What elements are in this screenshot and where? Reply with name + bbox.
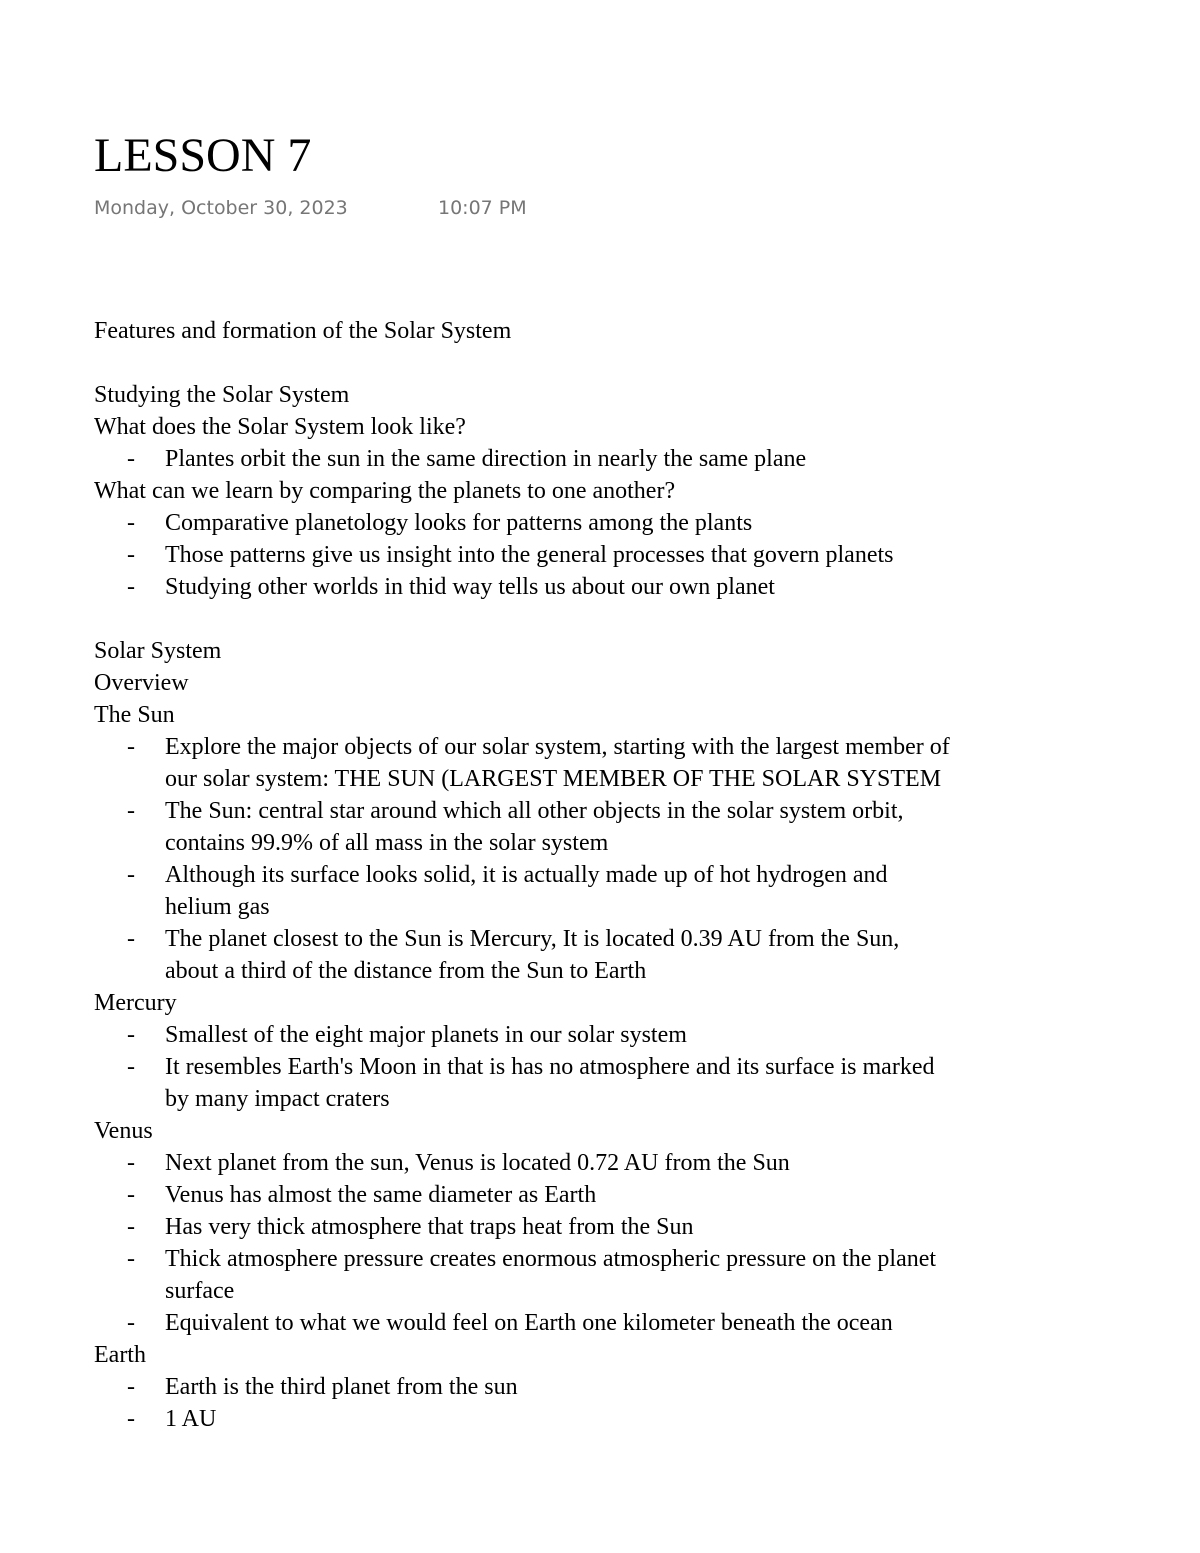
bullet-text: Venus has almost the same diameter as Earth	[165, 1182, 597, 1208]
bullet-dash-icon: -	[127, 1246, 135, 1272]
bullet-text: It resembles Earth's Moon in that is has no atmosphere and its surface is marked	[165, 1054, 935, 1080]
bullet-dash-icon: -	[127, 1054, 135, 1080]
bullet-dash-icon: -	[127, 1214, 135, 1240]
page-title: LESSON 7	[94, 129, 312, 182]
bullet-dash-icon: -	[127, 1406, 135, 1432]
text-line: Earth	[94, 1342, 146, 1368]
bullet-dash-icon: -	[127, 1022, 135, 1048]
text-line: Mercury	[94, 990, 177, 1016]
text-line: The Sun	[94, 702, 175, 728]
bullet-text: Those patterns give us insight into the general processes that govern planets	[165, 542, 894, 568]
bullet-item	[94, 539, 1124, 571]
bullet-text: our solar system: THE SUN (LARGEST MEMBER OF THE SOLAR SYSTEM	[165, 766, 942, 792]
bullet-text: Has very thick atmosphere that traps heat from the Sun	[165, 1214, 694, 1240]
bullet-item	[94, 731, 1124, 795]
bullet-dash-icon: -	[127, 542, 135, 568]
note-date: Monday, October 30, 2023	[94, 197, 348, 219]
note-time: 10:07 PM	[438, 197, 527, 219]
text-line: Solar System	[94, 638, 222, 664]
blank-line	[94, 603, 1124, 635]
bullet-dash-icon: -	[127, 1150, 135, 1176]
bullet-text: helium gas	[165, 894, 270, 920]
bullet-item	[94, 1179, 1124, 1211]
bullet-item	[94, 1019, 1124, 1051]
bullet-dash-icon: -	[127, 446, 135, 472]
bullet-text: by many impact craters	[165, 1086, 390, 1112]
bullet-item	[94, 923, 1124, 987]
bullet-dash-icon: -	[127, 1182, 135, 1208]
bullet-text: surface	[165, 1278, 235, 1304]
bullet-item	[94, 1403, 1124, 1435]
bullet-text: Thick atmosphere pressure creates enormous atmospheric pressure on the planet	[165, 1246, 937, 1272]
bullet-text: The Sun: central star around which all other objects in the solar system orbit,	[165, 798, 904, 824]
text-line: What can we learn by comparing the planets to one another?	[94, 478, 676, 504]
note-body[interactable]	[94, 315, 1124, 1435]
bullet-item	[94, 1051, 1124, 1115]
bullet-text: about a third of the distance from the Sun to Earth	[165, 958, 647, 984]
bullet-item	[94, 1307, 1124, 1339]
bullet-text: Explore the major objects of our solar system, starting with the largest member of	[165, 734, 950, 760]
text-line: Venus	[94, 1118, 153, 1144]
bullet-text: Smallest of the eight major planets in our solar system	[165, 1022, 687, 1048]
text-line: Overview	[94, 670, 189, 696]
bullet-text: Studying other worlds in thid way tells us about our own planet	[165, 574, 775, 600]
bullet-item	[94, 1371, 1124, 1403]
bullet-item	[94, 507, 1124, 539]
bullet-item	[94, 1243, 1124, 1307]
bullet-text: 1 AU	[165, 1406, 217, 1432]
text-line: What does the Solar System look like?	[94, 414, 466, 440]
blank-line	[94, 347, 1124, 379]
bullet-dash-icon: -	[127, 1310, 135, 1336]
bullet-text: contains 99.9% of all mass in the solar system	[165, 830, 609, 856]
bullet-item	[94, 795, 1124, 859]
bullet-dash-icon: -	[127, 862, 135, 888]
bullet-dash-icon: -	[127, 1374, 135, 1400]
bullet-text: Next planet from the sun, Venus is located 0.72 AU from the Sun	[165, 1150, 790, 1176]
bullet-text: Comparative planetology looks for patterns among the plants	[165, 510, 753, 536]
bullet-item	[94, 443, 1124, 475]
bullet-dash-icon: -	[127, 574, 135, 600]
bullet-text: Earth is the third planet from the sun	[165, 1374, 518, 1400]
bullet-item	[94, 1211, 1124, 1243]
bullet-dash-icon: -	[127, 734, 135, 760]
bullet-text: Equivalent to what we would feel on Earth one kilometer beneath the ocean	[165, 1310, 893, 1336]
text-line: Studying the Solar System	[94, 382, 350, 408]
text-line: Features and formation of the Solar System	[94, 318, 512, 344]
bullet-item	[94, 859, 1124, 923]
bullet-dash-icon: -	[127, 510, 135, 536]
bullet-dash-icon: -	[127, 798, 135, 824]
bullet-item	[94, 1147, 1124, 1179]
bullet-text: Although its surface looks solid, it is actually made up of hot hydrogen and	[165, 862, 888, 888]
bullet-text: Plantes orbit the sun in the same direction in nearly the same plane	[165, 446, 807, 472]
bullet-dash-icon: -	[127, 926, 135, 952]
bullet-text: The planet closest to the Sun is Mercury, It is located 0.39 AU from the Sun,	[165, 926, 900, 952]
bullet-item	[94, 571, 1124, 603]
